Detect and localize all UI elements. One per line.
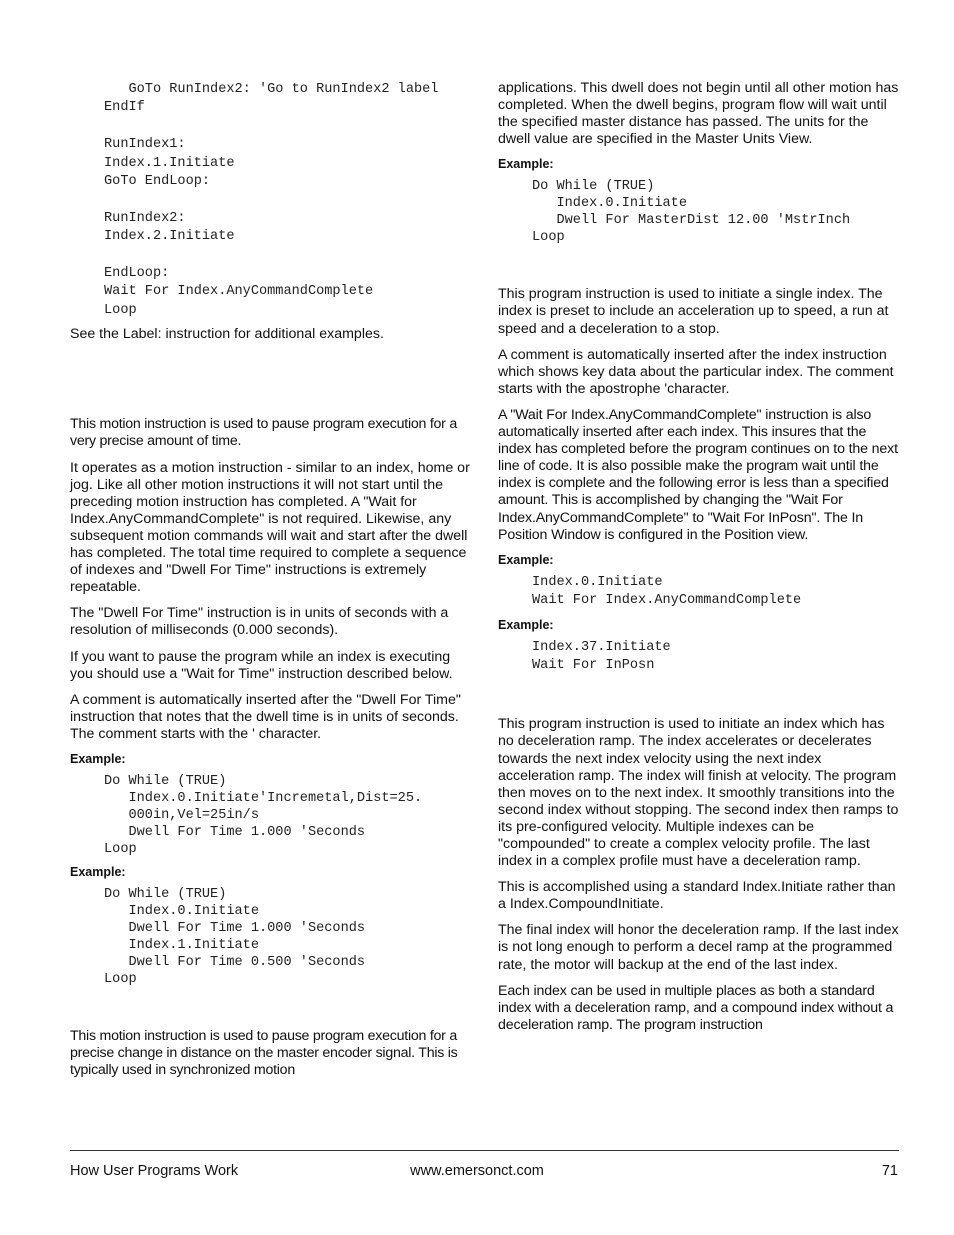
compound-initiate-paragraph-4: Each index can be used in multiple places as both a standard index with a deceleration ramp, and a compound index without a deceleration ramp. The program instruction [498, 982, 894, 1033]
code-example-index-initiate: Index.0.Initiate Wait For Index.AnyCommandComplete [532, 574, 802, 609]
right-column [498, 78, 900, 1034]
example-label: Example: [70, 751, 126, 766]
dwell-for-time-paragraph-3: The "Dwell For Time" instruction is in units of seconds with a resolution of milliseconds (0.000 seconds). [70, 605, 449, 639]
index-initiate-paragraph-1: This program instruction is used to initiate a single index. The index is preset to include an acceleration up to speed, a run at speed and a deceleration to a stop. [498, 286, 889, 337]
footer-section-title: How User Programs Work [70, 1163, 239, 1179]
dwell-for-time-paragraph-4: If you want to pause the program while an index is executing you should use a "Wait for Time" instruction described below. [70, 648, 453, 682]
example-label: Example: [498, 552, 554, 567]
code-block-top: GoTo RunIndex2: 'Go to RunIndex2 label EndIf RunIndex1: Index.1.Initiate GoTo EndLoop: RunIndex2: Index.2.Initiate EndLoop: Wait For Index.AnyCommandComplete Loop [104, 82, 439, 318]
example-label: Example: [498, 157, 554, 172]
code-example-dwell-time-1: Do While (TRUE) Index.0.Initiate'Incremetal,Dist=25. 000in,Vel=25in/s Dwell For Time 1.000 'Seconds Loop [104, 773, 423, 857]
dwell-for-time-paragraph-1: This motion instruction is used to pause program execution for a very precise amount of time. [70, 416, 457, 450]
compound-initiate-paragraph-1: This program instruction is used to initiate an index which has no deceleration ramp. The index accelerates or decelerates towards the next index velocity using the next index acceleration ramp. The index will finish at velocity. The program then moves on to the next index. It smoothly transitions into the second index without stopping. The second index then ramps to its pre-configured velocity. Multiple indexes can be "compounded" to create a complex velocity profile. The last index in a complex profile must have a deceleration ramp. [498, 716, 899, 870]
code-example-dwell-masterdist: Do While (TRUE) Index.0.Initiate Dwell For MasterDist 12.00 'MstrInch Loop [532, 179, 851, 246]
index-initiate-paragraph-2: A comment is automatically inserted after the index instruction which shows key data about the particular index. The comment starts with the apostrophe 'character. [498, 346, 894, 397]
see-label-text: See the Label: instruction for additional examples. [70, 326, 384, 343]
code-example-dwell-time-2: Do While (TRUE) Index.0.Initiate Dwell For Time 1.000 'Seconds Index.1.Initiate Dwell For Time 0.500 'Seconds Loop [104, 886, 366, 987]
code-example-wait-inposn: Index.37.Initiate Wait For InPosn [532, 639, 671, 673]
compound-initiate-paragraph-3: The final index will honor the deceleration ramp. If the last index is not long enough to perform a decel ramp at the programmed rate, the motor will backup at the end of the last index. [498, 922, 899, 973]
left-column [70, 78, 470, 1079]
dwell-for-masterdist-paragraph-2: applications. This dwell does not begin until all other motion has completed. When the dwell begins, program flow will wait until the specified master distance has passed. The units for the dwell value are specified in the Master Units View. [498, 80, 899, 148]
index-initiate-paragraph-3: A "Wait For Index.AnyCommandComplete" instruction is also automatically inserted after each index. This insures that the index has completed before the program continues on to the next line of code. It is also possible make the program wait until the index is complete and the following error is less than a specified amount. This is accomplished by changing the "Wait For Index.AnyCommandComplete" to "Wait For InPosn". The In Position Window is configured in the Position view. [498, 406, 898, 543]
example-label: Example: [70, 864, 126, 879]
compound-initiate-paragraph-2: This is accomplished using a standard Index.Initiate rather than a Index.CompoundInitiate. [498, 879, 896, 913]
example-label: Example: [498, 617, 554, 632]
page-number: 71 [881, 1163, 898, 1179]
footer-website[interactable]: www.emersonct.com [410, 1163, 544, 1179]
dwell-for-time-paragraph-5: A comment is automatically inserted after the "Dwell For Time" instruction that notes that the dwell time is in units of seconds. The comment starts with the ' character. [70, 691, 461, 742]
footer-divider [70, 1150, 899, 1151]
dwell-for-masterdist-paragraph-1: This motion instruction is used to pause program execution for a precise change in distance on the master encoder signal. This is typically used in synchronized motion [70, 1027, 458, 1079]
dwell-for-time-paragraph-2: It operates as a motion instruction - similar to an index, home or jog. Like all other motion instructions it will not start until the preceding motion instruction has completed. A "Wait for Index.AnyCommandComplete" is not required. Likewise, any subsequent motion commands will wait and start after the dwell has completed. The total time required to complete a sequence of indexes and "Dwell For Time" instructions is extremely repeatable. [70, 459, 470, 596]
